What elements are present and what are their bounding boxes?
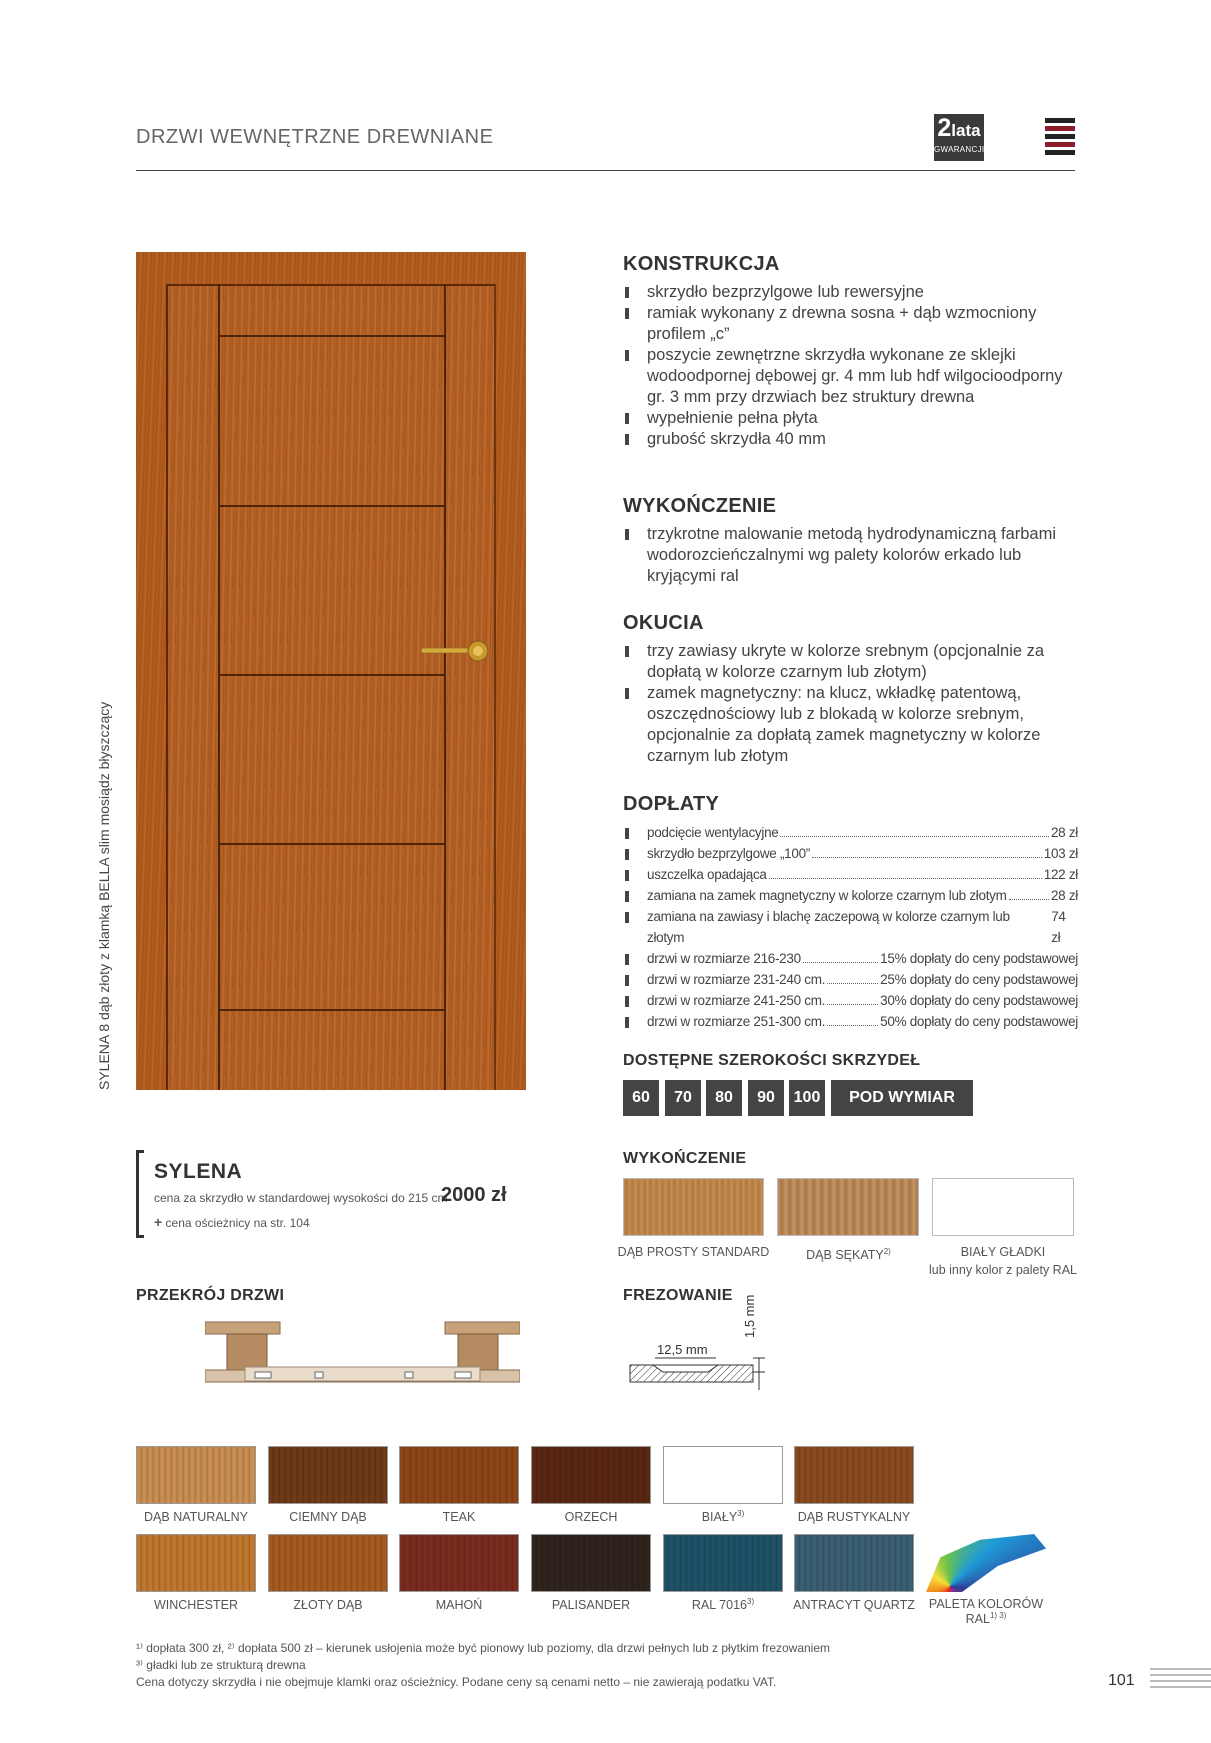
widths-title: DOSTĘPNE SZEROKOŚCI SKRZYDEŁ (623, 1052, 921, 1069)
finish-caption (913, 1243, 1093, 1279)
page-lines-decoration (1150, 1668, 1211, 1692)
fittings-title: OKUCIA (623, 612, 704, 634)
surcharge-row (623, 843, 1078, 864)
color-name: DĄB NATURALNY (144, 1510, 248, 1525)
surcharge-row (623, 885, 1078, 906)
color-swatch-label (258, 1509, 398, 1524)
color-swatch[interactable] (136, 1534, 256, 1592)
color-swatch[interactable] (794, 1534, 914, 1592)
width-option-90[interactable]: 90 (748, 1080, 784, 1116)
color-name: MAHOŃ (435, 1598, 483, 1613)
color-name: WINCHESTER (153, 1598, 239, 1613)
product-price: 2000 zł (441, 1184, 507, 1206)
door-image-caption: SYLENA 8 dąb złoty z klamką BELLA slim mosiądz błyszczący (96, 701, 112, 1090)
warranty-word: lata (951, 121, 981, 140)
finish-item: trzykrotne malowanie metodą hydrodynamiczną farbami wodorozcieńczalnymi wg palety kolorów erkado lub kryjącymi ral (623, 524, 1078, 587)
finish-swatch-oak-straight[interactable] (623, 1178, 764, 1236)
product-name: SYLENA (154, 1160, 243, 1183)
construction-section (623, 253, 1078, 450)
color-swatch-label (784, 1597, 924, 1612)
surcharges-title: DOPŁATY (623, 793, 720, 815)
surcharge-row (623, 864, 1078, 885)
finish-options-title: WYKOŃCZENIE (623, 1150, 747, 1167)
door-groove (444, 284, 446, 1090)
milling-depth-label: 1,5 mm (742, 1294, 757, 1338)
warranty-sub: GWARANCJI (934, 145, 985, 154)
finish-swatch-oak-knotty[interactable] (777, 1178, 919, 1236)
color-name: BIAŁY (701, 1510, 738, 1525)
surcharge-value: 122 zł (1043, 867, 1078, 882)
color-swatch[interactable] (663, 1534, 783, 1592)
color-swatch[interactable] (663, 1446, 783, 1504)
surcharges-section (623, 793, 1078, 1032)
color-swatch-label (126, 1509, 266, 1524)
color-name: TEAK (442, 1510, 476, 1525)
finish-label: DĄB SĘKATY (806, 1248, 884, 1263)
surcharge-value: 25% dopłaty do ceny podstawowej (880, 972, 1078, 987)
color-name: ZŁOTY DĄB (293, 1598, 363, 1613)
color-name: DĄB RUSTYKALNY (797, 1510, 911, 1525)
color-swatch[interactable] (794, 1446, 914, 1504)
frame-price-note (154, 1214, 310, 1230)
page-header-title: DRZWI WEWNĘTRZNE DREWNIANE (136, 126, 494, 148)
page-number: 101 (1108, 1672, 1135, 1689)
surcharge-row (623, 990, 1078, 1011)
door-groove (218, 505, 444, 507)
footnote-3: Cena dotyczy skrzydła i nie obejmuje klamki oraz ościeżnicy. Podane ceny są cenami netto – nie zawierają podatku VAT. (136, 1675, 777, 1689)
color-swatch-label (916, 1597, 1056, 1626)
surcharge-value: 30% dopłaty do ceny podstawowej (880, 993, 1078, 1008)
color-swatch-label (653, 1509, 793, 1524)
color-swatch-label (258, 1597, 398, 1612)
surcharge-row (623, 1011, 1078, 1032)
color-swatch-label (521, 1509, 661, 1524)
door-groove (218, 284, 220, 1090)
finish-title: WYKOŃCZENIE (623, 495, 777, 517)
finish-label: DĄB PROSTY STANDARD (617, 1245, 770, 1259)
warranty-badge (934, 114, 984, 161)
color-swatch-label (126, 1597, 266, 1612)
color-swatch[interactable] (268, 1446, 388, 1504)
surcharge-row (623, 948, 1078, 969)
surcharge-label: podcięcie wentylacyjne (647, 825, 779, 840)
color-swatch[interactable] (531, 1534, 651, 1592)
color-name: PALISANDER (551, 1598, 631, 1613)
cross-section-title: PRZEKRÓJ DRZWI (136, 1287, 285, 1304)
construction-item: poszycie zewnętrzne skrzydła wykonane ze sklejki wodoodpornej dębowej gr. 4 mm lub hdf wilgocioodporny gr. 3 mm przy drzwiach bez struktury drewna (623, 345, 1078, 408)
surcharge-row (623, 822, 1078, 843)
price-bracket (136, 1150, 144, 1238)
color-name: RAL 7016 (691, 1598, 747, 1613)
surcharge-label: skrzydło bezprzylgowe „100” (647, 846, 810, 861)
surcharge-label: zamiana na zawiasy i blachę zaczepową w kolorze czarnym lub złotym (647, 909, 1010, 945)
surcharge-value: 15% dopłaty do ceny podstawowej (880, 951, 1078, 966)
door-groove (218, 843, 444, 845)
surcharge-row (623, 906, 1078, 948)
finish-label: BIAŁY GŁADKI (960, 1245, 1046, 1259)
plus-icon: + (154, 1214, 163, 1230)
price-description: cena za skrzydło w standardowej wysokości do 215 cm (154, 1191, 448, 1205)
width-option-80[interactable]: 80 (706, 1080, 742, 1116)
finish-caption (613, 1243, 774, 1261)
door-groove (218, 674, 444, 676)
construction-item: ramiak wykonany z drewna sosna + dąb wzmocniony profilem „c” (623, 303, 1078, 345)
fittings-item: zamek magnetyczny: na klucz, wkładkę patentową, oszczędnościowy lub z blokadą w kolorze srebnym, opcjonalnie za dopłatą zamek magnetyczny w kolorze czarnym lub złotym (623, 683, 1078, 767)
door-groove (218, 335, 444, 337)
finish-caption (768, 1243, 929, 1264)
surcharge-value: 74 zł (1051, 909, 1066, 945)
color-swatch-label (521, 1597, 661, 1612)
door-cross-section-illustration (205, 1320, 520, 1395)
surcharge-row (623, 969, 1078, 990)
milling-width-label: 12,5 mm (657, 1342, 708, 1357)
surcharge-value: 28 zł (1050, 888, 1078, 903)
door-handle-icon (421, 640, 491, 662)
finish-swatch-white[interactable] (932, 1178, 1074, 1236)
construction-item: skrzydło bezprzylgowe lub rewersyjne (623, 282, 1078, 303)
frame-note-text: cena ościeżnicy na str. 104 (165, 1216, 310, 1230)
surcharge-label: zamiana na zamek magnetyczny w kolorze czarnym lub złotym (647, 888, 1007, 903)
color-swatch[interactable] (268, 1534, 388, 1592)
surcharge-label: drzwi w rozmiarze 241-250 cm. (647, 993, 826, 1008)
door-leaf-image (166, 284, 496, 1090)
color-swatch-label (389, 1509, 529, 1524)
surcharge-label: drzwi w rozmiarze 216-230 (647, 951, 801, 966)
width-option-custom[interactable]: POD WYMIAR (831, 1080, 973, 1116)
color-swatch[interactable] (531, 1446, 651, 1504)
fittings-section (623, 612, 1078, 767)
brand-logo-icon (1045, 118, 1075, 158)
color-footnote-ref: 3) (747, 1597, 755, 1606)
color-swatch[interactable] (399, 1446, 519, 1504)
door-groove (218, 1009, 444, 1011)
color-swatch-label (784, 1509, 924, 1524)
color-swatch[interactable] (399, 1534, 519, 1592)
footnote-1: ¹⁾ dopłata 300 zł, ²⁾ dopłata 500 zł – kierunek usłojenia może być pionowy lub poziomy, dla drzwi pełnych lub z płytkim frezowaniem (136, 1641, 831, 1655)
ral-palette-icon[interactable] (926, 1534, 1046, 1592)
finish-footnote-ref: 2) (883, 1247, 891, 1256)
surcharge-value: 28 zł (1050, 825, 1078, 840)
milling-title: FREZOWANIE (623, 1287, 733, 1304)
width-option-100[interactable]: 100 (789, 1080, 825, 1116)
color-swatch-label (653, 1597, 793, 1612)
construction-title: KONSTRUKCJA (623, 253, 780, 275)
footnote-2: ³⁾ gładki lub ze strukturą drewna (136, 1658, 306, 1672)
color-footnote-ref: 3) (737, 1509, 745, 1518)
surcharge-label: uszczelka opadająca (647, 867, 767, 882)
color-name: CIEMNY DĄB (289, 1510, 367, 1525)
color-footnote-ref: 1) 3) (989, 1611, 1007, 1620)
surcharge-label: drzwi w rozmiarze 231-240 cm. (647, 972, 826, 987)
color-name: PALETA KOLORÓW RAL (928, 1597, 1044, 1627)
fittings-item: trzy zawiasy ukryte w kolorze srebnym (opcjonalnie za dopłatą w kolorze czarnym lub złotym) (623, 641, 1078, 683)
color-name: ANTRACYT QUARTZ (793, 1598, 915, 1613)
width-option-60[interactable]: 60 (623, 1080, 659, 1116)
color-name: ORZECH (564, 1510, 618, 1525)
finish-sublabel: lub inny kolor z palety RAL (929, 1263, 1077, 1277)
warranty-number: 2 (937, 114, 952, 142)
color-swatch[interactable] (136, 1446, 256, 1504)
color-swatch-label (389, 1597, 529, 1612)
header-divider (136, 170, 1075, 171)
construction-item: grubość skrzydła 40 mm (623, 429, 1078, 450)
surcharge-value: 50% dopłaty do ceny podstawowej (880, 1014, 1078, 1029)
construction-item: wypełnienie pełna płyta (623, 408, 1078, 429)
width-option-70[interactable]: 70 (665, 1080, 701, 1116)
surcharge-value: 103 zł (1043, 846, 1078, 861)
surcharge-label: drzwi w rozmiarze 251-300 cm. (647, 1014, 826, 1029)
finish-section (623, 495, 1078, 587)
